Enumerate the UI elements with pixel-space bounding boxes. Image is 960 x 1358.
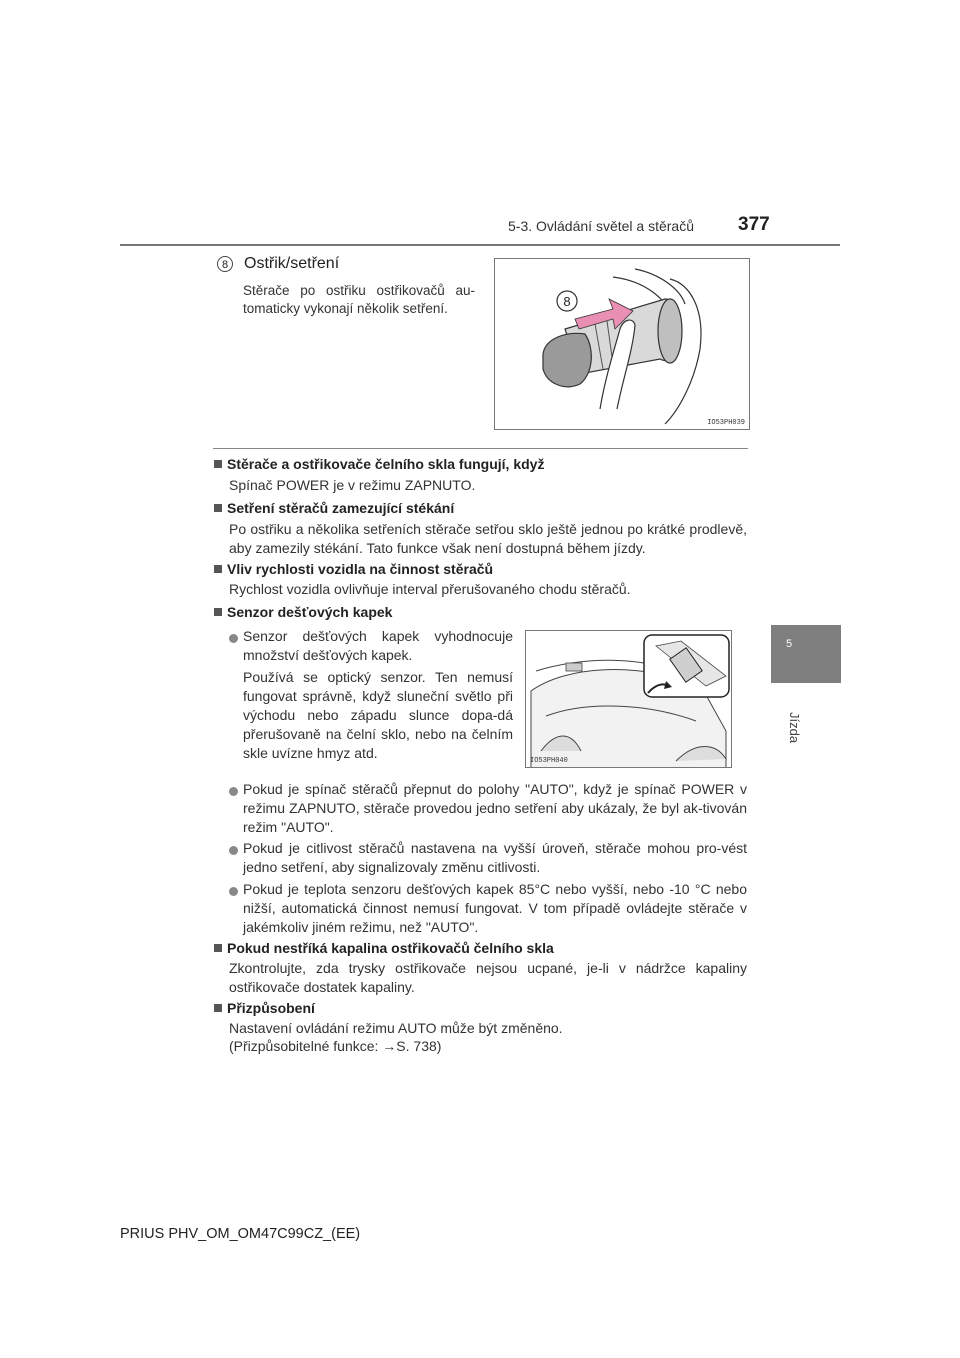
bullet-text: Senzor dešťových kapek vyhodnocuje množství dešťových kapek. <box>243 628 513 663</box>
section-heading: Senzor dešťových kapek <box>214 604 392 620</box>
footer-doc-code: PRIUS PHV_OM_OM47C99CZ_(EE) <box>120 1226 361 1242</box>
section-text: Zkontrolujte, zda trysky ostřikovače nejsou ucpané, je-li v nádržce kapaliny ostřikovače dostatek kapaliny. <box>229 960 747 995</box>
section-text: Rychlost vozidla ovlivňuje interval přerušovaného chodu stěračů. <box>229 581 631 597</box>
section-text: Spínač POWER je v režimu ZAPNUTO. <box>229 477 476 493</box>
bullet-icon <box>229 634 238 643</box>
item-description: Stěrače po ostřiku ostřikovačů au-tomaticky vykonají několik setření. <box>243 283 475 316</box>
rain-sensor-illustration <box>525 630 732 768</box>
bullet-text: Používá se optický senzor. Ten nemusí fungovat správně, když sluneční světlo při východu nebo západu slunce dopa-dá přerušovaně na čelní sklo, nebo na čelním skle uvízne hmyz atd. <box>243 669 513 761</box>
section-heading: Pokud nestříká kapalina ostřikovačů čelního skla <box>214 940 554 956</box>
section-text: Po ostřiku a několika setřeních stěrače setřou sklo ještě jednou po krátké prodlevě, aby zamezily stékání. Tato funkce však není dostupná během jízdy. <box>229 521 747 556</box>
section-heading: Stěrače a ostřikovače čelního skla fungují, když <box>214 456 544 472</box>
bullet-text: Pokud je spínač stěračů přepnut do polohy "AUTO", když je spínač POWER v režimu ZAPNUTO, stěrače provedou jedno setření aby ukázaly, že byl ak-tivován režim "AUTO". <box>243 781 747 835</box>
wiper-lever-illustration <box>494 258 750 430</box>
section-heading: Přizpůsobení <box>214 1000 315 1016</box>
callout-label: 8 <box>563 294 571 309</box>
bullet-text: Pokud je citlivost stěračů nastavena na vyšší úroveň, stěrače mohou pro-vést jedno setření, aby signalizovaly změnu citlivosti. <box>243 840 747 875</box>
section-heading: Vliv rychlosti vozidla na činnost stěračů <box>214 561 493 577</box>
figure-code: IO53PH039 <box>707 419 745 427</box>
header-divider <box>120 244 840 246</box>
bullet-icon <box>229 846 238 855</box>
wiper-lever-drawing <box>495 259 750 430</box>
bullet-icon <box>229 787 238 796</box>
page-number: 377 <box>738 214 770 235</box>
chapter-label: Jízda <box>787 712 802 744</box>
bullet-text: Pokud je teplota senzoru dešťových kapek 85°C nebo vyšší, nebo -10 °C nebo nižší, automatická činnost nemusí fungovat. V tom případě ovládejte stěrače v jakémkoliv jiném režimu, než "AUTO". <box>243 881 747 935</box>
rain-sensor-drawing <box>526 631 732 768</box>
section-divider <box>213 448 748 449</box>
item-number-badge: 8 <box>217 256 233 272</box>
section-text: Nastavení ovládání režimu AUTO může být změněno. <box>229 1020 563 1036</box>
figure-code: IO53PH040 <box>530 757 568 765</box>
chapter-tab <box>771 625 841 683</box>
section-title: 5-3. Ovládání světel a stěračů <box>508 218 694 234</box>
chapter-number: 5 <box>786 638 793 650</box>
bullet-icon <box>229 887 238 896</box>
item-title: Ostřik/setření <box>244 255 340 272</box>
section-text: (Přizpůsobitelné funkce: →S. 738) <box>229 1038 442 1054</box>
section-heading: Setření stěračů zamezující stékání <box>214 500 454 516</box>
